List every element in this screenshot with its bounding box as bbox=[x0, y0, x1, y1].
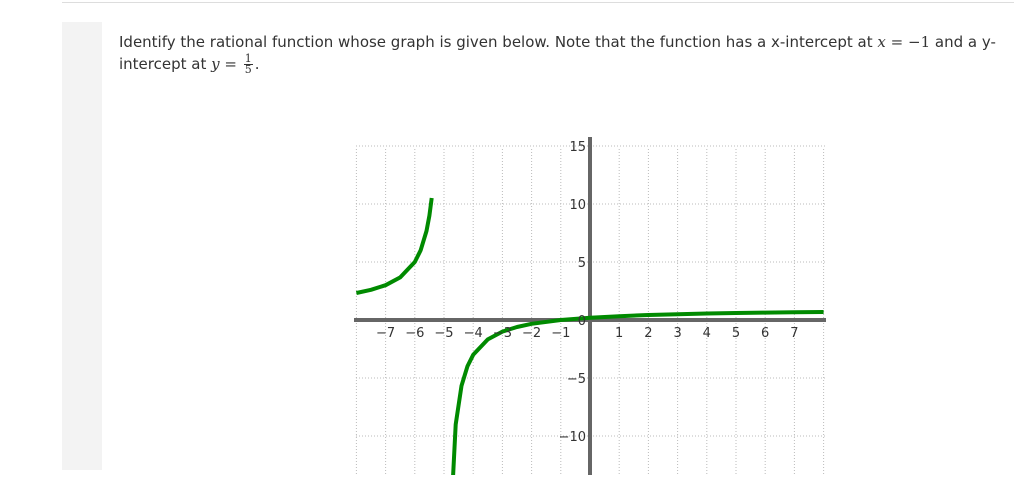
x-tick-label: 7 bbox=[790, 326, 799, 341]
y-tick-label: 15 bbox=[569, 140, 586, 155]
axes bbox=[354, 137, 826, 475]
x-tick-label: −2 bbox=[522, 326, 542, 341]
question-end: . bbox=[254, 55, 260, 73]
function-graph bbox=[350, 135, 830, 475]
x-tick-label: −7 bbox=[376, 326, 396, 341]
top-divider bbox=[62, 2, 1014, 3]
y-tick-label: −5 bbox=[566, 372, 586, 387]
y-tick-label: 10 bbox=[569, 198, 586, 213]
x-tick-label: 6 bbox=[761, 326, 770, 341]
x-tick-label: 1 bbox=[615, 326, 624, 341]
x-tick-label: 3 bbox=[673, 326, 682, 341]
x-tick-label: 5 bbox=[731, 326, 741, 341]
question-mid: and a y-intercept at bbox=[119, 33, 996, 73]
question-intro: Identify the rational function whose graph is given below. Note that the function has a x-intercept at bbox=[119, 33, 873, 51]
fraction-numerator: 1 bbox=[244, 52, 252, 65]
y-tick-label: −10 bbox=[558, 430, 586, 445]
x-tick-label: 4 bbox=[702, 326, 711, 341]
x-tick-label: 2 bbox=[644, 326, 653, 341]
y-equals: = bbox=[219, 55, 242, 73]
y-tick-label: 5 bbox=[577, 256, 586, 271]
x-tick-label: −5 bbox=[434, 326, 454, 341]
y-tick-label: 0 bbox=[577, 314, 586, 329]
x-tick-label: −1 bbox=[551, 326, 571, 341]
curve-branch-left bbox=[356, 198, 431, 293]
tick-labels bbox=[376, 140, 799, 445]
x-tick-label: −3 bbox=[492, 326, 512, 341]
x-tick-label: −4 bbox=[463, 326, 483, 341]
x-tick-label: −6 bbox=[405, 326, 425, 341]
question-text bbox=[119, 31, 999, 75]
x-variable: x bbox=[877, 33, 886, 51]
y-variable: y bbox=[211, 55, 220, 73]
y-intercept-fraction bbox=[244, 54, 253, 75]
x-intercept-value: = −1 bbox=[885, 33, 931, 51]
fraction-denominator: 5 bbox=[244, 63, 252, 76]
question-gutter bbox=[62, 22, 102, 470]
